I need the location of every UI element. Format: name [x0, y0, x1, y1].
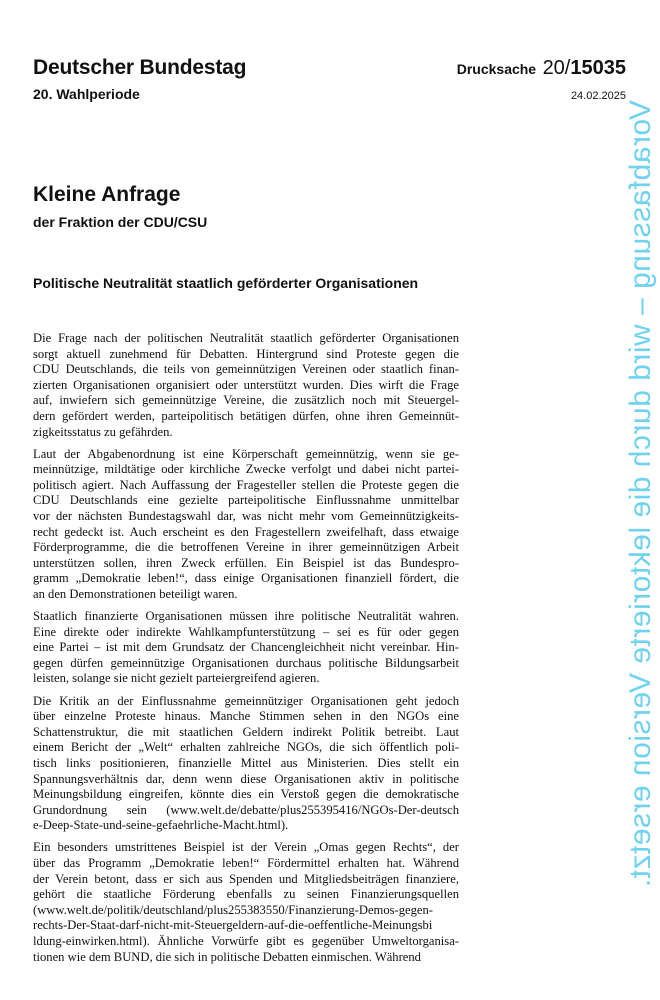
- text-line: recht gedeckt ist. Auch erscheint es den Fragestellern zweifelhaft, dass etwaige: [33, 524, 459, 539]
- text-line: Grundordnung sein (www.welt.de/debatte/plus255395416/NGOs-Der-deutsch: [33, 802, 459, 817]
- watermark-text-mirrored: Vorabfassung – wird durch die lektorierte Version ersetzt.: [624, 100, 657, 888]
- text-line: zigkeitsstatus zu gefährden.: [33, 424, 173, 439]
- text-line: rechts-Der-Staat-darf-nicht-mit-Steuergeldern-auf-die-oeffentliche-Meinungsbi: [33, 918, 433, 933]
- text-line: (www.welt.de/politik/deutschland/plus255383550/Finanzierung-Demos-gegen-: [33, 902, 434, 917]
- drucksache-number: [457, 58, 626, 78]
- text-line: tionen wie dem BUND, die sich in politische Debatten einmischen. Während: [33, 949, 421, 964]
- text-line: einem Bericht der „Welt“ erhalten zahlreiche NGOs, die sich öffentlich poli-: [33, 740, 459, 755]
- text-line: über das Programm „Demokratie leben!“ Fördermittel erhalten hat. Während: [33, 856, 459, 870]
- text-line: Schattenstruktur, die mit staatlichen Geldern indirekt Politik betreibt. Laut: [33, 724, 459, 739]
- text-line: Ein besonders umstrittenes Beispiel ist der Verein „Omas gegen Rechts“, der: [33, 840, 459, 855]
- text-line: Förderprogramme, die die betroffenen Vereine in ihrer gemeinnützigen Arbeit: [33, 540, 459, 555]
- institution-title: Deutscher Bundestag: [33, 56, 247, 79]
- text-line: auf, inwiefern sich gemeinnützige Vereine, die zusätzlich noch mit Steuergel-: [33, 393, 459, 408]
- text-line: Laut der Abgabenordnung ist eine Körperschaft gemeinnützig, wenn sie ge-: [33, 446, 459, 461]
- text-line: dern gefördert werden, parteipolitisch betätigen dürfen, ohne ihren Gemeinnüt-: [33, 408, 459, 423]
- drucksache-period: 20/: [542, 57, 571, 79]
- text-line: ldung-einwirken.html). Ähnliche Vorwürfe gibt es gegenüber Umweltorganisa-: [33, 933, 459, 948]
- document-type: Kleine Anfrage: [33, 183, 181, 206]
- body-paragraph: [33, 331, 459, 440]
- vertical-watermark: [611, 100, 660, 980]
- text-line: Die Kritik an der Einflussnahme gemeinnütziger Organisationen geht jedoch: [33, 693, 459, 708]
- text-line: CDU Deutschlands eine gezielte parteipolitische Einflussnahme unmittelbar: [33, 493, 459, 508]
- text-line: Staatlich finanzierte Organisationen müssen ihre politische Neutralität wahren.: [33, 609, 459, 624]
- text-line: e-Deep-State-und-seine-gefaehrliche-Macht.html).: [33, 818, 289, 833]
- text-line: über einzelne Proteste hinaus. Manche Stimmen sehen in den NGOs eine: [33, 709, 459, 724]
- body-paragraph: [33, 694, 459, 834]
- text-line: Eine direkte oder indirekte Wahlkampfunterstützung – sei es für oder gegen: [33, 624, 459, 639]
- text-line: tisch links positionieren, finanzielle Mittel aus Ministerien. Dies stellt ein: [33, 755, 459, 770]
- text-line: leisten, solange sie nicht gezielt parteiergreifend agieren.: [33, 671, 320, 686]
- text-line: CDU Deutschlands, die teils von gemeinnützigen Vereinen oder staatlich finan-: [33, 362, 459, 377]
- watermark-text: [619, 100, 660, 980]
- body-text: [33, 331, 459, 972]
- text-line: zierten Organisationen organisiert oder unterstützt wurden. Dies wirft die Frage: [33, 377, 459, 392]
- text-line: der Verein betont, dass er sich aus Spenden und Mitgliedsbeiträgen finanziere,: [33, 871, 459, 886]
- document-subject: Politische Neutralität staatlich geförderter Organisationen: [33, 275, 419, 291]
- drucksache-label: Drucksache: [456, 61, 537, 77]
- body-paragraph: [33, 609, 459, 687]
- document-date: 24.02.2025: [570, 90, 626, 102]
- text-line: meinnützige, mildtätige oder kirchliche Zwecke verfolgt und dabei nicht partei-: [33, 462, 459, 477]
- drucksache-id: 15035: [570, 57, 626, 79]
- text-line: unterstützen sollen, ihren Zweck erfüllen. Ein Beispiel ist das Bundespro-: [33, 555, 459, 570]
- text-line: vor der nächsten Bundestagswahl dar, was nicht mehr vom Gemeinnützigkeits-: [33, 509, 459, 524]
- electoral-period: 20. Wahlperiode: [33, 86, 140, 102]
- text-line: politisch agiert. Nach Auffassung der Fragesteller stellen die Proteste gegen die: [33, 477, 459, 492]
- text-line: Die Frage nach der politischen Neutralität staatlich geförderter Organisationen: [33, 331, 459, 345]
- text-line: gehört die staatliche Förderung ebenfalls zu seinen Finanzierungsquellen: [33, 887, 459, 902]
- body-paragraph: [33, 840, 459, 965]
- text-line: sorgt aktuell zunehmend für Debatten. Hintergrund sind Proteste gegen die: [33, 346, 459, 361]
- text-line: Spannungsverhältnis dar, denn wenn diese Organisationen aktiv in politische: [33, 771, 459, 786]
- text-line: Meinungsbildung eingreifen, könnte dies ein Verstoß gegen die demokratische: [33, 787, 459, 802]
- text-line: eine Partei – ist mit dem Grundsatz der Chancengleichheit nicht vereinbar. Hin-: [33, 640, 459, 655]
- text-line: gramm „Demokratie leben!“, dass einige Organisationen finanziell fördert, die: [33, 571, 459, 586]
- text-line: an den Demonstrationen beteiligt waren.: [33, 587, 238, 601]
- text-line: gegen dürfen gemeinnützige Organisationen durchaus politische Bildungsarbeit: [33, 655, 459, 670]
- faction-line: der Fraktion der CDU/CSU: [33, 214, 208, 230]
- body-paragraph: [33, 447, 459, 603]
